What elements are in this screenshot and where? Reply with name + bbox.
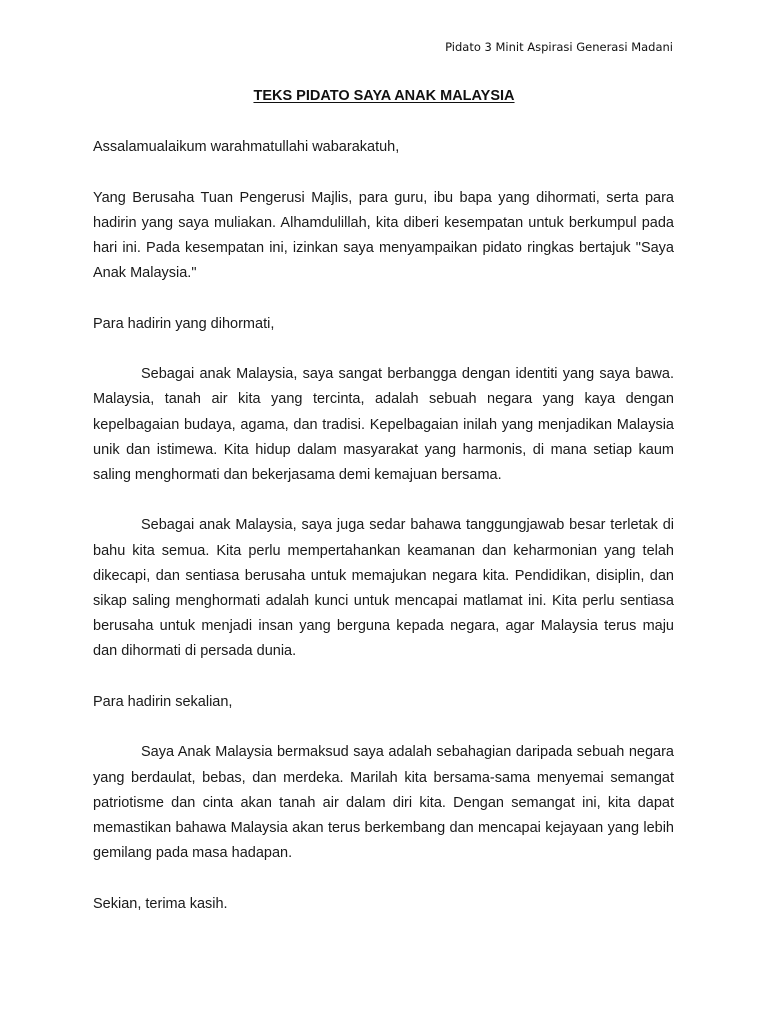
body-paragraph-1: Sebagai anak Malaysia, saya sangat berbangga dengan identiti yang saya bawa. Malaysia, tanah air kita yang tercinta, adalah sebuah negara yang kaya dengan kepelbagaian budaya, agama, dan tradisi. Kepelbagaian inilah yang menjadikan Malaysia unik dan istimewa. Kita hidup dalam masyarakat yang harmonis, di mana setiap kaum saling menghormati dan bekerjasama demi kemajuan bersama. (93, 366, 674, 483)
opening-paragraph: Yang Berusaha Tuan Pengerusi Majlis, para guru, ibu bapa yang dihormati, serta para hadirin yang saya muliakan. Alhamdulillah, kita diberi kesempatan untuk berkumpul pada hari ini. Pada kesempatan ini, izinkan saya menyampaikan pidato ringkas bertajuk "Saya Anak Malaysia." (93, 189, 674, 282)
body-paragraph-2: Sebagai anak Malaysia, saya juga sedar bahawa tanggungjawab besar terletak di bahu kita semua. Kita perlu mempertahankan keamanan dan keharmonian yang telah dikecapi, dan sentiasa berusaha untuk memajukan negara kita. Pendidikan, disiplin, dan sikap saling menghormati adalah kunci untuk mencapai matlamat ini. Kita perlu sentiasa berusaha untuk menjadi insan yang berguna kepada negara, agar Malaysia terus maju dan dihormati di persada dunia. (93, 517, 674, 660)
document-title: TEKS PIDATO SAYA ANAK MALAYSIA (253, 88, 515, 104)
address-line-1: Para hadirin yang dihormati, (93, 315, 275, 332)
greeting: Assalamualaikum warahmatullahi wabarakatuh, (93, 139, 400, 155)
speech-body (93, 135, 674, 942)
running-header: Pidato 3 Minit Aspirasi Generasi Madani (445, 40, 673, 54)
address-line-2: Para hadirin sekalian, (93, 693, 233, 710)
body-paragraph-3: Saya Anak Malaysia bermaksud saya adalah sebahagian daripada sebuah negara yang berdaulat, bebas, dan merdeka. Marilah kita bersama-sama menyemai semangat patriotisme dan cinta akan tanah air dalam diri kita. Dengan semangat ini, kita dapat memastikan bahawa Malaysia akan terus berkembang dan mencapai kejayaan yang lebih gemilang pada masa hadapan. (93, 744, 674, 862)
closing-line: Sekian, terima kasih. (93, 895, 228, 912)
